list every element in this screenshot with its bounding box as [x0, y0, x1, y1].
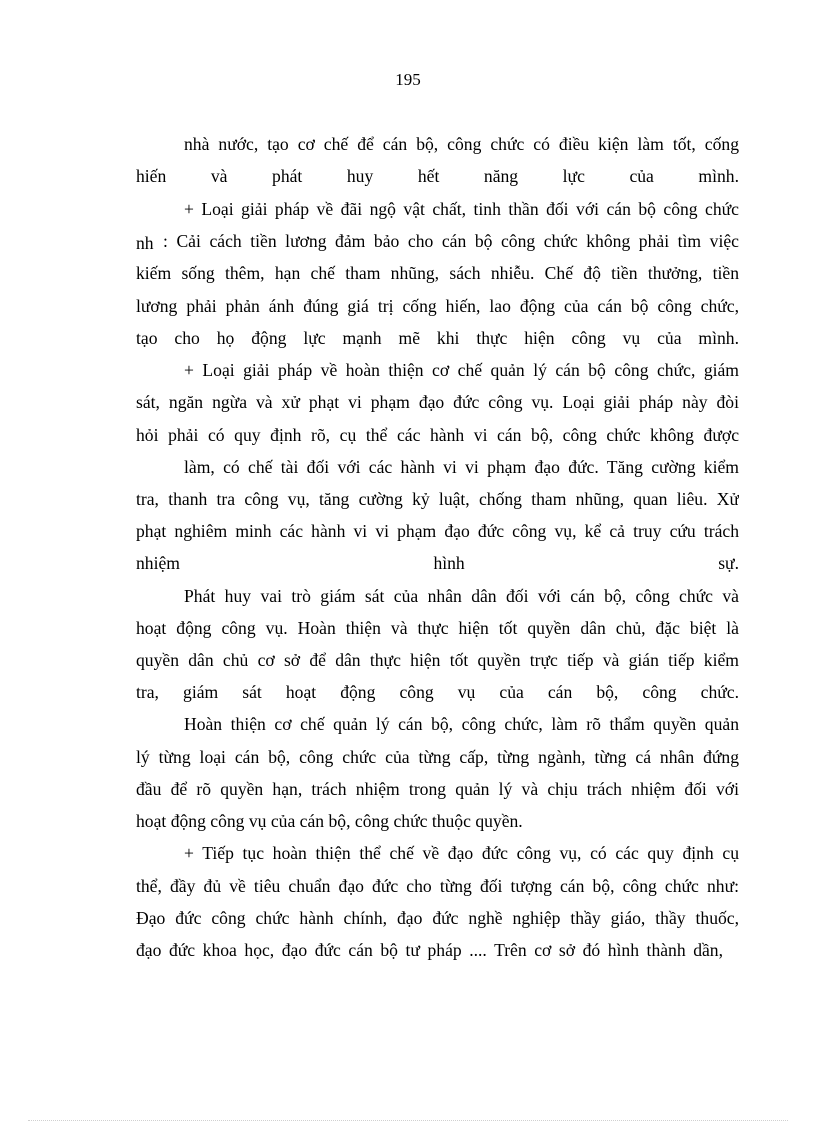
text-line: tạo cho họ động lực mạnh mẽ khi thực hiện công vụ của mình. [136, 328, 739, 348]
text-line: + Tiếp tục hoàn thiện thể chế về đạo đức công vụ, có các quy định cụ [184, 843, 739, 863]
text-line: Hoàn thiện cơ chế quản lý cán bộ, công chức, làm rõ thẩm quyền quản [184, 714, 739, 734]
text-line: tra, giám sát hoạt động công vụ của cán bộ, công chức. [136, 682, 739, 702]
text-line-fragment: nh [136, 233, 154, 253]
text-line: Phát huy vai trò giám sát của nhân dân đối với cán bộ, công chức và [184, 586, 739, 606]
text-line: tra, thanh tra công vụ, tăng cường kỷ luật, chống tham nhũng, quan liêu. Xử [136, 489, 739, 509]
text-line: hiến và phát huy hết năng lực của mình. [136, 166, 739, 186]
text-line: đạo đức khoa học, đạo đức cán bộ tư pháp .... Trên cơ sở đó hình thành dần, [136, 940, 723, 960]
text-line: thể, đầy đủ về tiêu chuẩn đạo đức cho từng đối tượng cán bộ, công chức như: [136, 876, 739, 896]
text-line: + Loại giải pháp về hoàn thiện cơ chế quản lý cán bộ công chức, giám [184, 360, 739, 380]
text-line: quyền dân chủ cơ sở để dân thực hiện tốt quyền trực tiếp và gián tiếp kiểm [136, 650, 739, 670]
text-line: sát, ngăn ngừa và xử phạt vi phạm đạo đức công vụ. Loại giải pháp này đòi [136, 392, 739, 412]
text-line: làm, có chế tài đối với các hành vi vi phạm đạo đức. Tăng cường kiểm [184, 457, 739, 477]
text-line: phạt nghiêm minh các hành vi vi phạm đạo đức công vụ, kể cả truy cứu trách [136, 521, 739, 541]
text-line: nhiệm hình sự. [136, 553, 739, 573]
page-bottom-rule [28, 1120, 788, 1121]
text-line: hỏi phải có quy định rõ, cụ thể các hành vi cán bộ, công chức không được [136, 425, 739, 445]
text-line: hoạt động công vụ của cán bộ, công chức thuộc quyền. [136, 811, 523, 831]
text-line: đầu để rõ quyền hạn, trách nhiệm trong quản lý và chịu trách nhiệm đối với [136, 779, 739, 799]
page-number: 195 [395, 70, 421, 89]
text-line: hoạt động công vụ. Hoàn thiện và thực hiện tốt quyền dân chủ, đặc biệt là [136, 618, 739, 638]
text-line: Đạo đức công chức hành chính, đạo đức nghề nghiệp thầy giáo, thầy thuốc, [136, 908, 739, 928]
text-line: nhà nước, tạo cơ chế để cán bộ, công chức có điều kiện làm tốt, cống [184, 134, 739, 154]
text-line: kiếm sống thêm, hạn chế tham nhũng, sách nhiễu. Chế độ tiền thưởng, tiền [136, 263, 739, 283]
text-line: : Cải cách tiền lương đảm bảo cho cán bộ công chức không phải tìm việc [163, 231, 739, 251]
text-line: lương phải phản ánh đúng giá trị cống hiến, lao động của cán bộ công chức, [136, 296, 739, 316]
text-line: lý từng loại cán bộ, công chức của từng cấp, từng ngành, từng cá nhân đứng [136, 747, 739, 767]
text-line: + Loại giải pháp về đãi ngộ vật chất, tinh thần đối với cán bộ công chức [184, 199, 739, 219]
